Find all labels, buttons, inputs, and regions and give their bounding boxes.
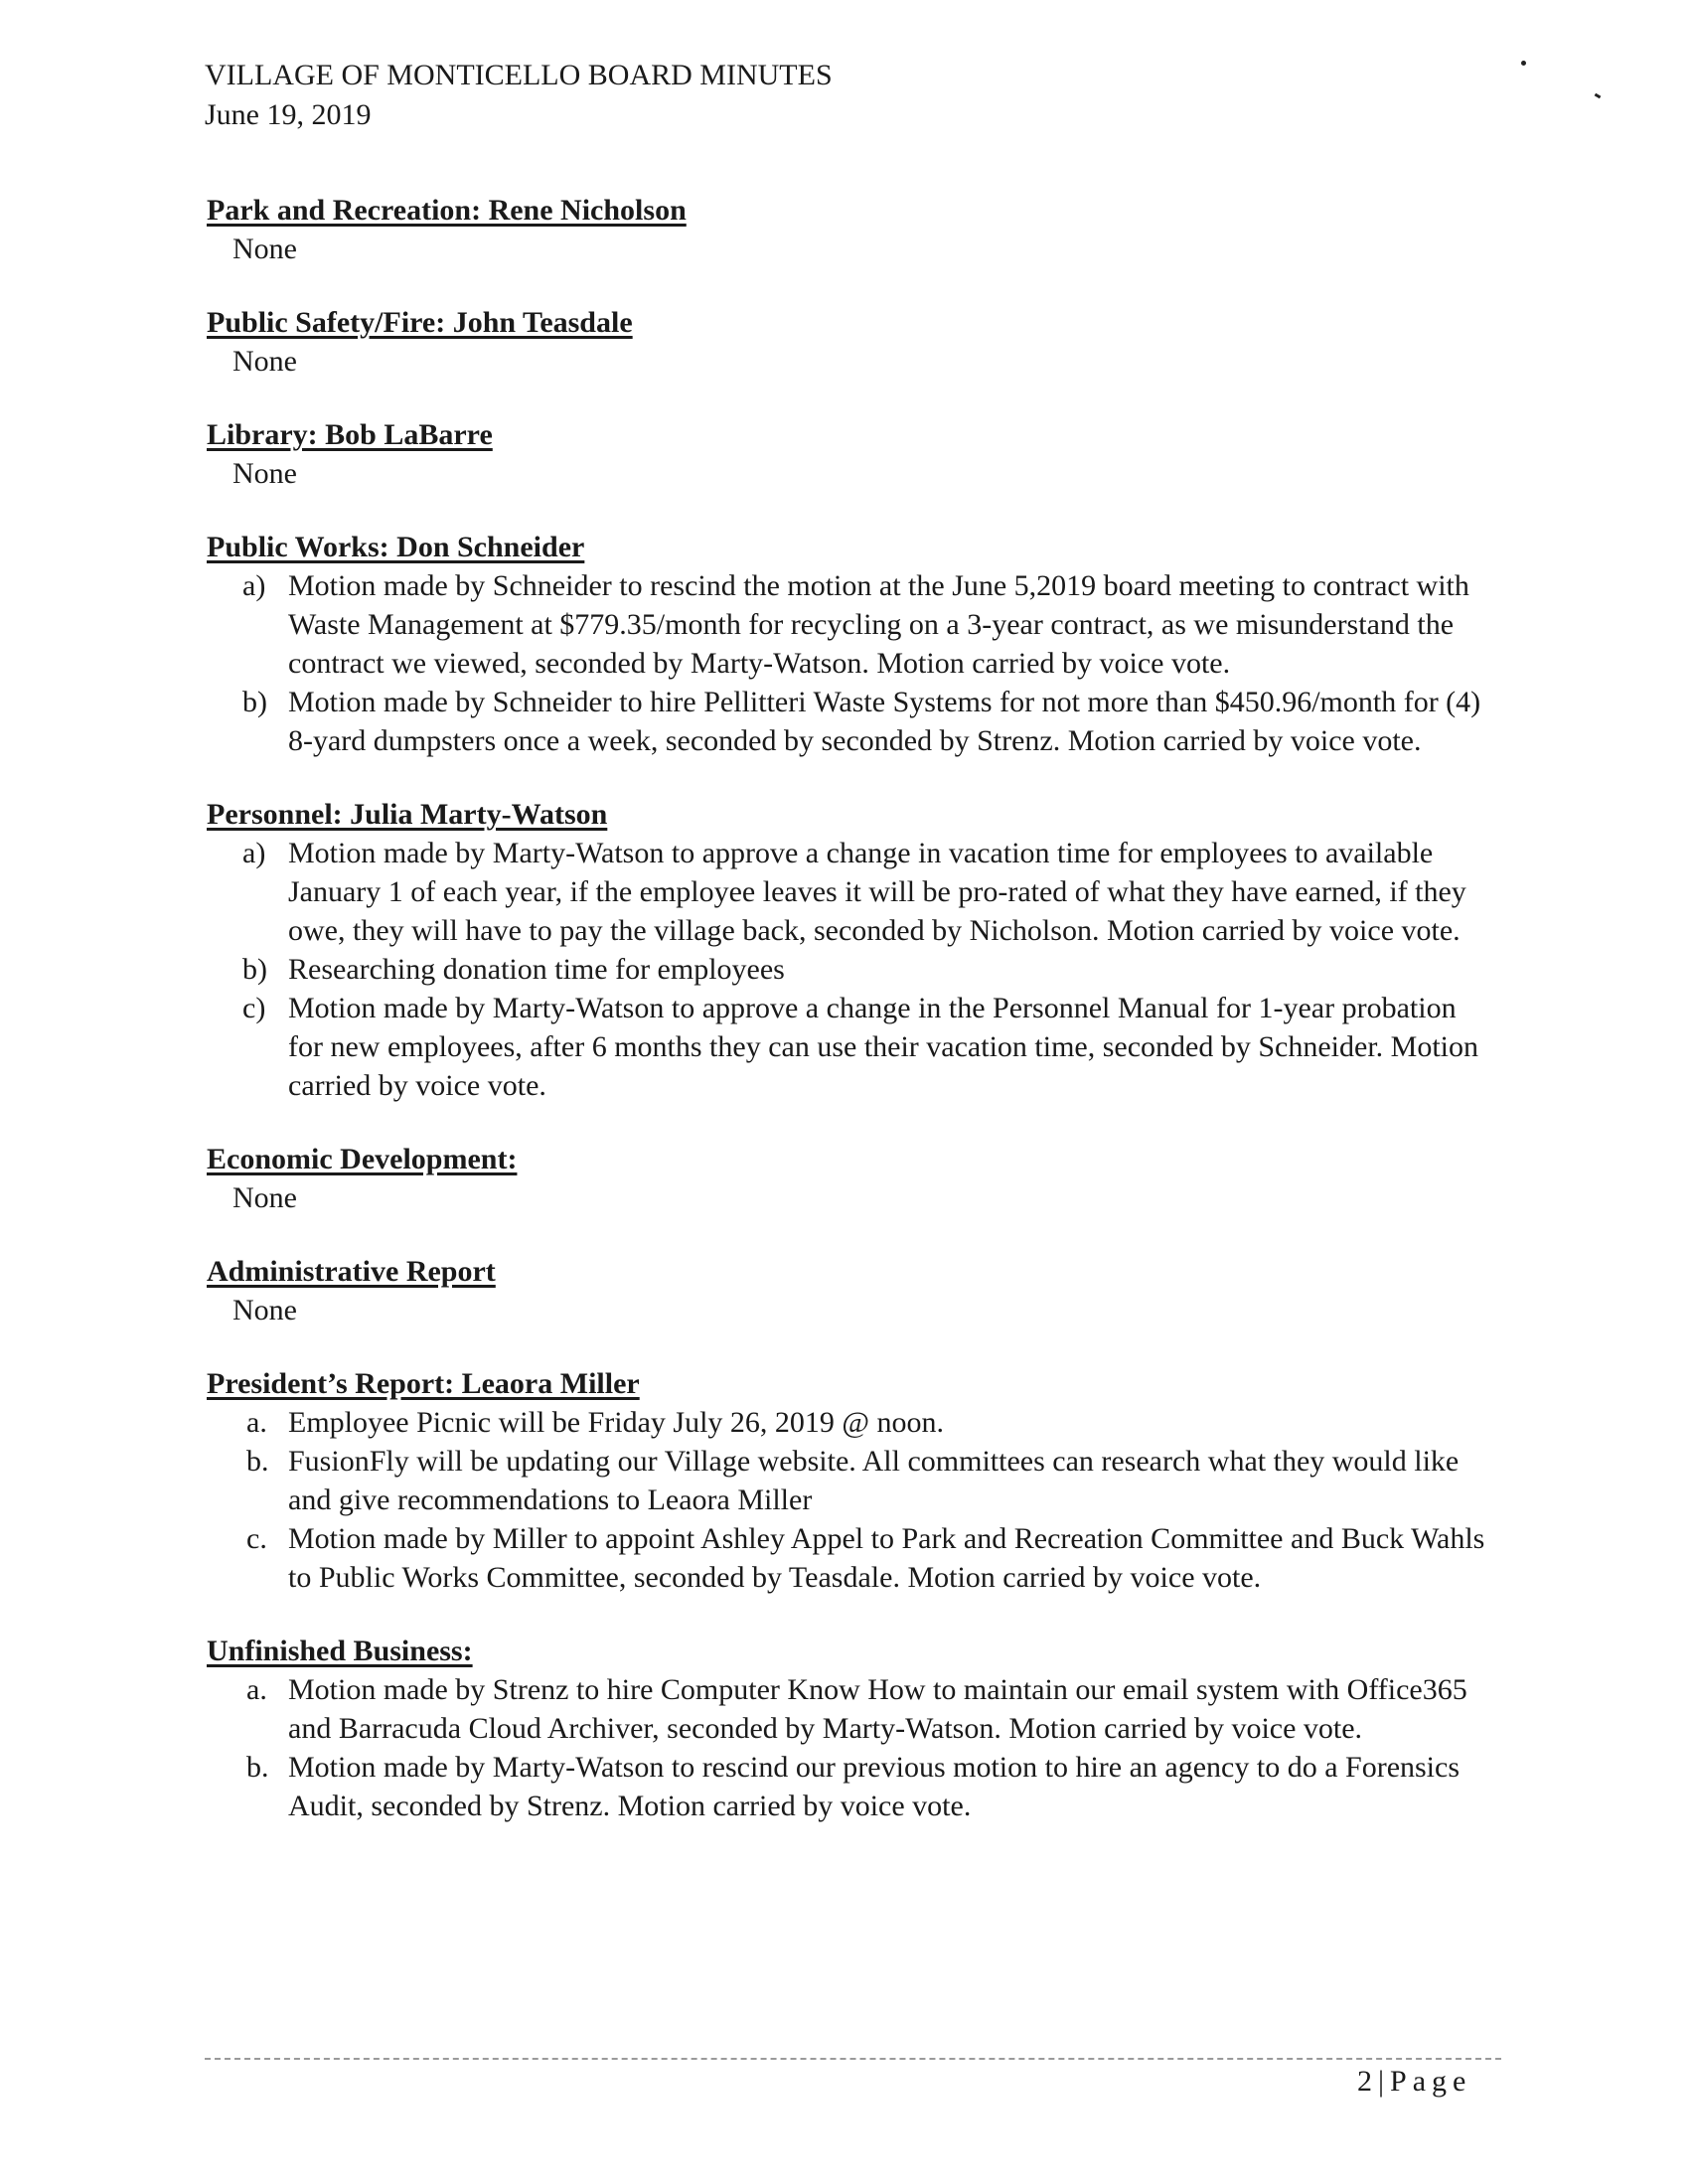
section-body: None [232,1294,297,1326]
section-public-works [207,528,1498,760]
list-marker: b) [242,953,267,986]
list-item-text: Motion made by Marty-Watson to rescind our previous motion to hire an agency to do a Forensics Audit, seconded by Strenz. Motion carried by voice vote. [288,1751,1461,1822]
section-heading: Unfinished Business: [207,1635,473,1667]
section-heading: President’s Report: Leaora Miller [207,1367,640,1400]
list-item-text: Motion made by Miller to appoint Ashley Appel to Park and Recreation Committee and Buck Wahls to Public Works Committee, seconded by Teasdale. Motion carried by voice vote. [288,1522,1485,1594]
list-marker: b. [246,1445,269,1478]
motion-list [207,834,1498,1105]
section-body: None [232,457,297,490]
list-item [242,989,1498,1105]
list-item [242,566,1498,683]
motion-list [207,1670,1498,1825]
section-library [207,415,1498,493]
document-header [205,56,833,135]
section-heading: Personnel: Julia Marty-Watson [207,798,608,831]
list-marker: a. [246,1673,267,1706]
document-title: VILLAGE OF MONTICELLO BOARD MINUTES [205,59,833,91]
list-item-text: Motion made by Schneider to hire Pellitteri Waste Systems for not more than $450.96/month for (4) 8-yard dumpsters once a week, seconded by seconded by Strenz. Motion carried by voice vote. [288,686,1481,757]
list-item [242,1519,1498,1597]
section-heading: Public Works: Don Schneider [207,531,585,563]
section-body: None [232,1181,297,1214]
scan-speck [1521,61,1526,66]
list-item [242,950,1498,989]
list-marker: a) [242,569,266,602]
document-date: June 19, 2019 [205,98,372,131]
list-item [242,1403,1498,1442]
list-marker: c. [246,1522,267,1555]
section-body: None [232,345,297,378]
list-marker: a. [246,1406,267,1439]
footer-divider [205,2058,1501,2060]
section-unfinished-business [207,1632,1498,1825]
list-marker: a) [242,837,266,869]
section-heading: Administrative Report [207,1255,496,1288]
list-item-text: Motion made by Strenz to hire Computer Know How to maintain our email system with Office365 and Barracuda Cloud Archiver, seconded by Marty-Watson. Motion carried by voice vote. [288,1673,1467,1745]
list-item-text: FusionFly will be updating our Village website. All committees can research what they would like and give recommendations to Leaora Miller [288,1445,1460,1516]
list-item-text: Researching donation time for employees [288,953,785,986]
section-administrative-report [207,1252,1498,1329]
list-item-text: Motion made by Marty-Watson to approve a change in vacation time for employees to available January 1 of each year, if the employee leaves it will be pro-rated of what they have earned, if they owe, they will have to pay the village back, seconded by Nicholson. Motion carried by voice vote. [288,837,1466,947]
list-marker: b. [246,1751,269,1784]
section-heading: Economic Development: [207,1143,518,1175]
section-park-recreation [207,191,1498,268]
section-body: None [232,233,297,265]
section-economic-development [207,1140,1498,1217]
list-item [242,1748,1498,1825]
minutes-body [207,191,1498,1860]
list-item [242,834,1498,950]
list-item [242,683,1498,760]
section-heading: Public Safety/Fire: John Teasdale [207,306,633,339]
list-marker: c) [242,992,266,1024]
report-list [207,1403,1498,1597]
list-item-text: Motion made by Schneider to rescind the motion at the June 5,2019 board meeting to contract with Waste Management at $779.35/month for recycling on a 3-year contract, as we misunderstand the contract we viewed, seconded by Marty-Watson. Motion carried by voice vote. [288,569,1469,680]
list-item-text: Employee Picnic will be Friday July 26, 2019 @ noon. [288,1406,945,1439]
list-item [242,1670,1498,1748]
motion-list [207,566,1498,760]
section-personnel [207,795,1498,1105]
section-public-safety [207,303,1498,381]
scan-speck [1595,93,1602,99]
list-marker: b) [242,686,267,718]
section-heading: Library: Bob LaBarre [207,418,493,451]
list-item [242,1442,1498,1519]
section-presidents-report [207,1364,1498,1597]
page-number: 2|Page [1357,2065,1472,2098]
section-heading: Park and Recreation: Rene Nicholson [207,194,687,227]
list-item-text: Motion made by Marty-Watson to approve a change in the Personnel Manual for 1-year probation for new employees, after 6 months they can use their vacation time, seconded by Schneider. Motion carried by voice vote. [288,992,1478,1102]
